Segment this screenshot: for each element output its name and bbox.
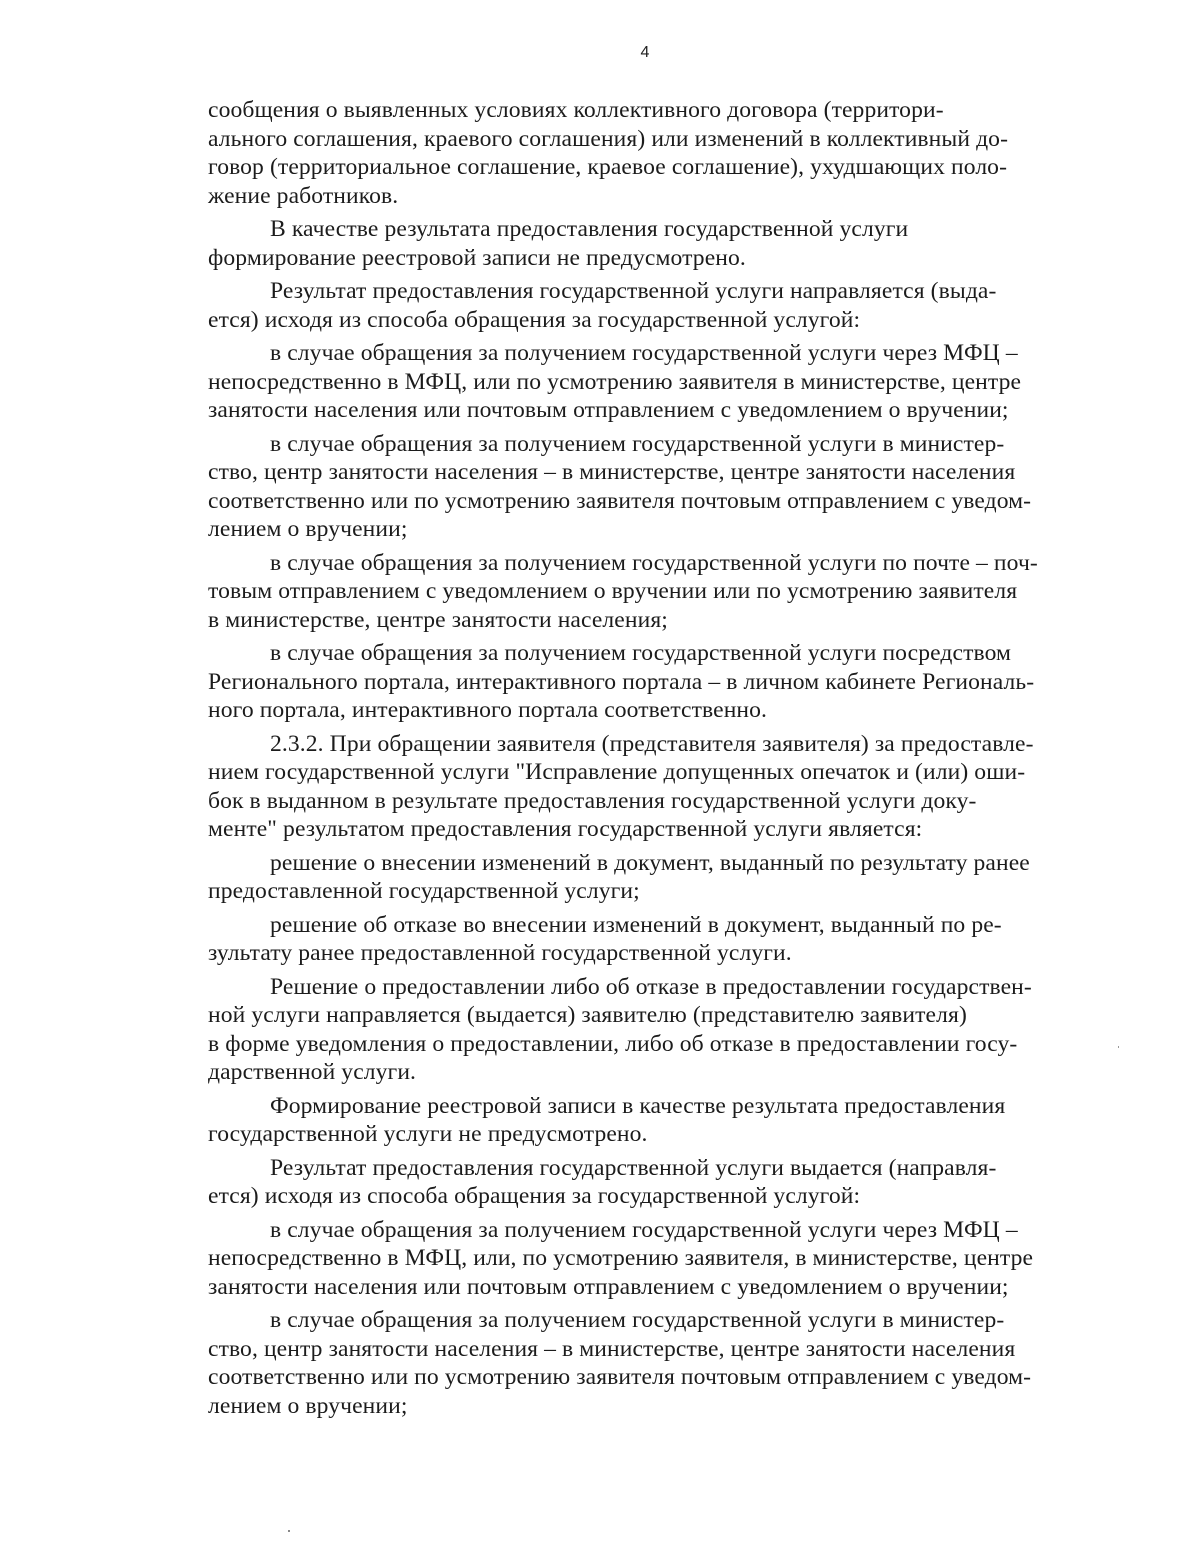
paragraph: Решение о предоставлении либо об отказе в предоставлении государствен- ной услуги направляется (выдается) заявителю (представителю заявителя) в форме уведомления о предоставлении, либо об отказе в предоставлении госу- дарственной услуги. <box>208 973 1032 1085</box>
paragraph-section-2-3-2: 2.3.2. При обращении заявителя (представителя заявителя) за предоставле- нием государственной услуги "Исправление допущенных опечаток и (или) оши- бок в выданном в результате предоставления государственной услуги доку- менте" результатом предоставления государственной услуги является: <box>208 730 1034 842</box>
document-body <box>208 96 1091 1420</box>
paragraph: решение о внесении изменений в документ, выданный по результату ранее предоставленной государственной услуги; <box>208 849 1030 904</box>
paragraph: Результат предоставления государственной услуги выдается (направля- ется) исходя из способа обращения за государственной услугой: <box>208 1154 997 1209</box>
paragraph: в случае обращения за получением государственной услуги по почте – поч- товым отправлением с уведомлением о вручении или по усмотрению заявителя в министерстве, центре занятости населения; <box>208 549 1038 633</box>
paragraph: В качестве результата предоставления государственной услуги формирование реестровой записи не предусмотрено. <box>208 216 909 271</box>
scan-speck <box>288 1530 290 1532</box>
paragraph: Результат предоставления государственной услуги направляется (выда- ется) исходя из способа обращения за государственной услугой: <box>208 278 997 333</box>
paragraph: решение об отказе во внесении изменений в документ, выданный по ре- зультату ранее предоставленной государственной услуги. <box>208 911 1002 966</box>
paragraph: в случае обращения за получением государственной услуги посредством Регионального портала, интерактивного портала – в личном кабинете Региональ- ного портала, интерактивного портала соответственно. <box>208 640 1035 723</box>
paragraph: в случае обращения за получением государственной услуги через МФЦ – непосредственно в МФЦ, или по усмотрению заявителя в министерстве, центре занятости населения или почтовым отправлением с уведомлением о вручении; <box>208 340 1022 423</box>
paragraph: в случае обращения за получением государственной услуги в министер- ство, центр занятости населения – в министерстве, центре занятости населения соответственно или по усмотрению заявителя почтовым отправлением с уведом- лением о вручении; <box>208 1307 1032 1419</box>
paragraph-continuation: сообщения о выявленных условиях коллективного договора (территори- ального соглашения, краевого соглашения) или изменений в коллективный до- говор (территориальное соглашение, краевое соглашение), ухудшающих поло- жение работников. <box>208 97 1009 209</box>
paragraph: в случае обращения за получением государственной услуги через МФЦ – непосредственно в МФЦ, или, по усмотрению заявителя, в министерстве, центре занятости населения или почтовым отправлением с уведомлением о вручении; <box>208 1216 1034 1300</box>
page-number: 4 <box>640 44 650 61</box>
scan-speck <box>1118 1046 1119 1048</box>
paragraph: в случае обращения за получением государственной услуги в министер- ство, центр занятости населения – в министерстве, центре занятости населения соответственно или по усмотрению заявителя почтовым отправлением с уведом- лением о вручении; <box>208 430 1032 542</box>
paragraph: Формирование реестровой записи в качестве результата предоставления государственной услуги не предусмотрено. <box>208 1092 1006 1147</box>
